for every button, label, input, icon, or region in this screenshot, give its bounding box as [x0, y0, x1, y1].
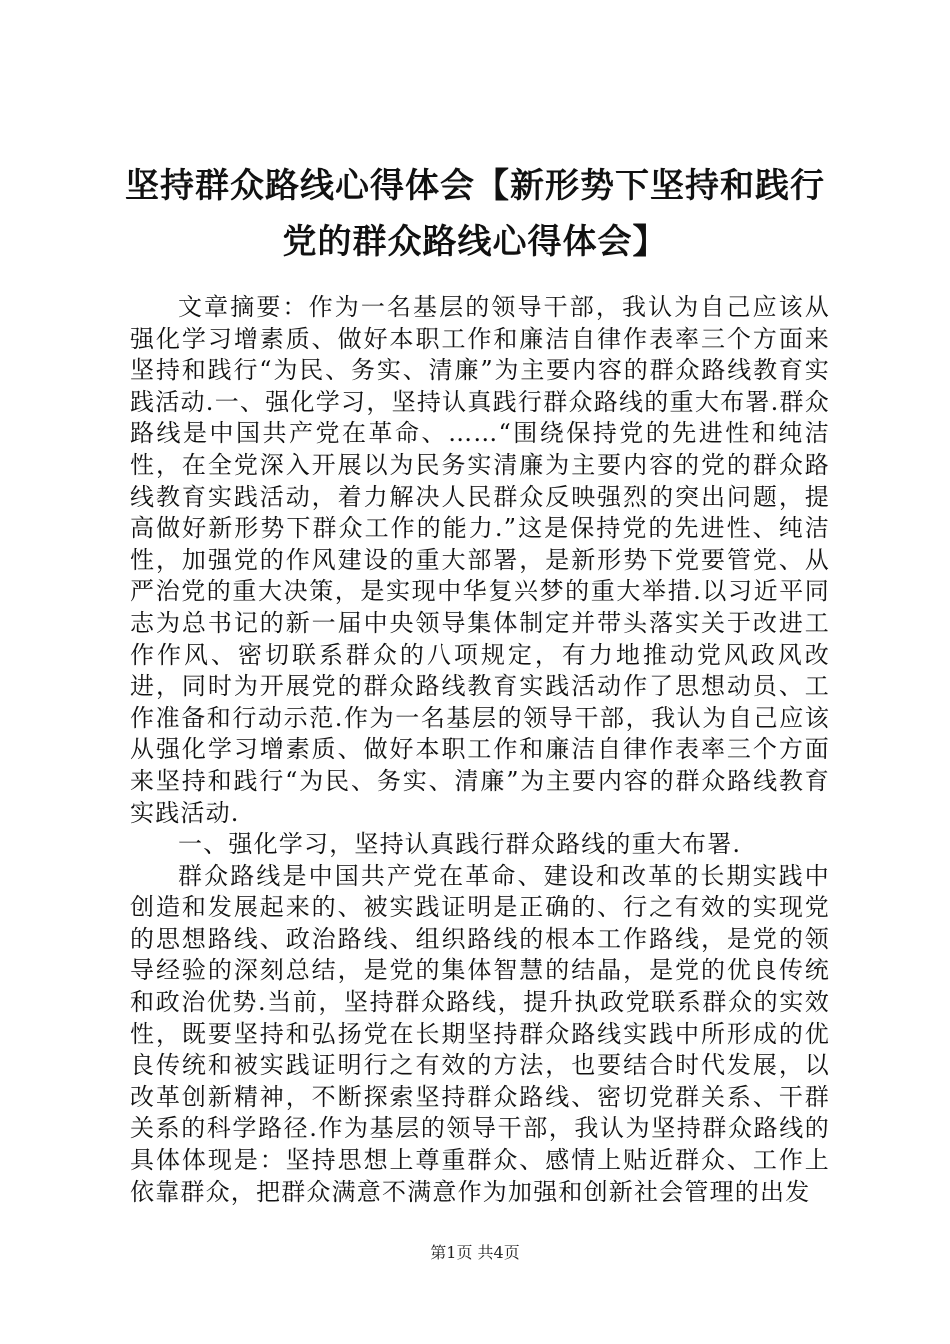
document-body	[130, 292, 830, 1208]
paragraph-mass-line: 群众路线是中国共产党在革命、建设和改革的长期实践中创造和发展起来的、被实践证明是正确的、行之有效的实现党的思想路线、政治路线、组织路线的根本工作路线，是党的领导经验的深刻总结，是党的集体智慧的结晶，是党的优良传统和政治优势.当前，坚持群众路线，提升执政党联系群众的实效性，既要坚持和弘扬党在长期坚持群众路线实践中所形成的优良传统和被实践证明行之有效的方法，也要结合时代发展，以改革创新精神，不断探索坚持群众路线、密切党群关系、干群关系的科学路径.作为基层的领导干部，我认为坚持群众路线的具体体现是：坚持思想上尊重群众、感情上贴近群众、工作上依靠群众，把群众满意不满意作为加强和创新社会管理的出发	[130, 861, 830, 1206]
paragraph-abstract: 文章摘要：作为一名基层的领导干部，我认为自己应该从强化学习增素质、做好本职工作和廉洁自律作表率三个方面来坚持和践行“为民、务实、清廉”为主要内容的群众路线教育实践活动.一、强化学习，坚持认真践行群众路线的重大布署.群众路线是中国共产党在革命、……“围绕保持党的先进性和纯洁性，在全党深入开展以为民务实清廉为主要内容的党的群众路线教育实践活动，着力解决人民群众反映强烈的突出问题，提高做好新形势下群众工作的能力.”这是保持党的先进性、纯洁性，加强党的作风建设的重大部署，是新形势下党要管党、从严治党的重大决策，是实现中华复兴梦的重大举措.以习近平同志为总书记的新一届中央领导集体制定并带头落实关于改进工作作风、密切联系群众的八项规定，有力地推动党风政风改进，同时为开展党的群众路线教育实践活动作了思想动员、工作准备和行动示范.作为一名基层的领导干部，我认为自己应该从强化学习增素质、做好本职工作和廉洁自律作表率三个方面来坚持和践行“为民、务实、清廉”为主要内容的群众路线教育实践活动.	[130, 293, 830, 827]
paragraph-section-heading: 一、强化学习，坚持认真践行群众路线的重大布署.	[178, 830, 742, 859]
page-number-footer: 第1页 共4页	[430, 1243, 520, 1262]
document-title: 坚持群众路线心得体会【新形势下坚持和践行党的群众路线心得体会】	[125, 166, 825, 262]
